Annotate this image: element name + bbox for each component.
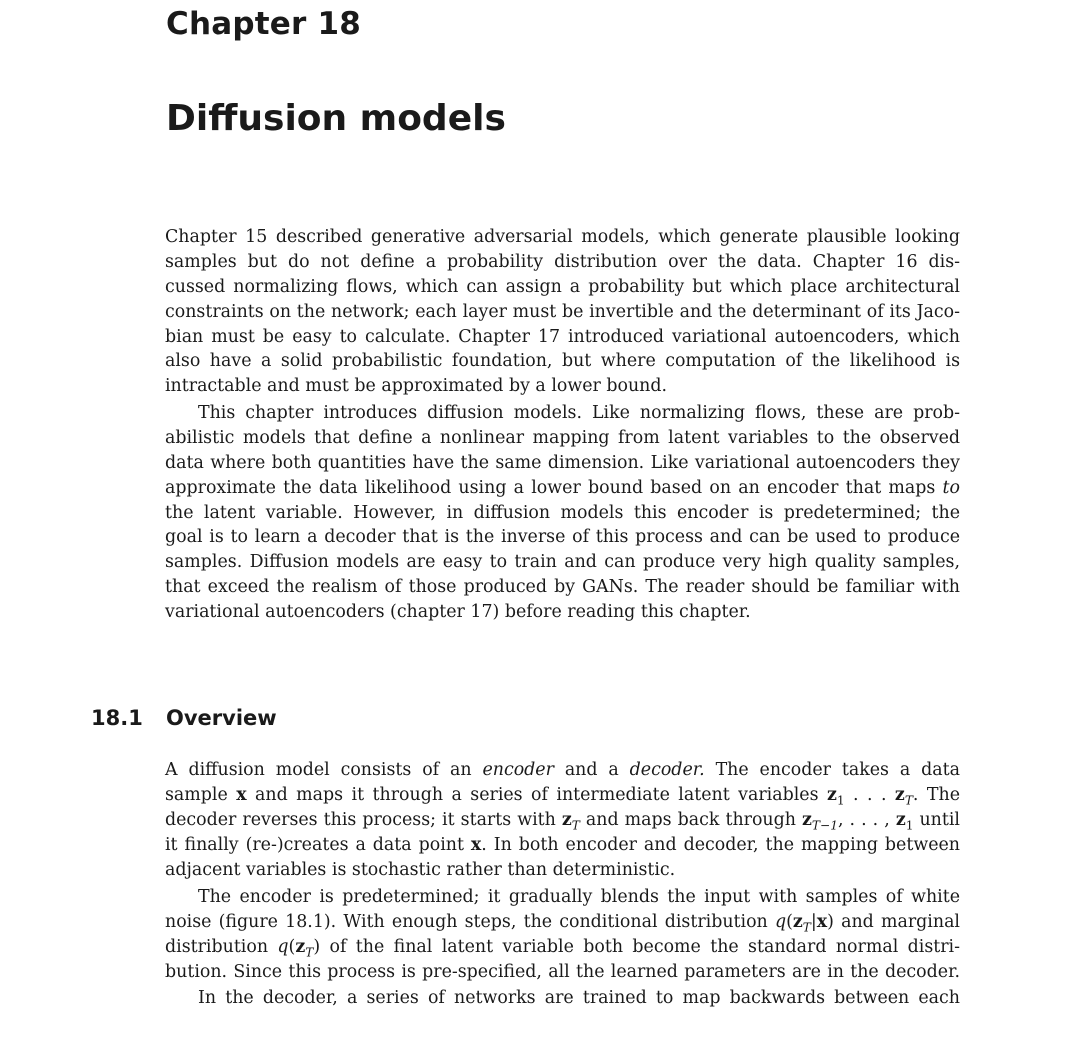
text-line: The encoder is predetermined; it gradually blends the input with samples of white (198, 887, 960, 907)
math-subscript: T−1 (811, 818, 838, 833)
intro-paragraph-2 (165, 401, 960, 625)
math-z: z (894, 784, 905, 805)
text-line (165, 935, 960, 960)
intro-paragraph-1 (165, 225, 960, 399)
text-run: ) and marginal (827, 911, 960, 932)
text-line: abilistic models that define a nonlinear mapping from latent variables to the observed (165, 427, 960, 448)
text-line: goal is to learn a decoder that is the inverse of this process and can be used to produce (165, 527, 960, 548)
text-run: . The (912, 784, 960, 805)
math-subscript: T (571, 818, 580, 833)
text-line (165, 910, 960, 935)
text-run: The encoder takes a data (704, 760, 960, 780)
text-line: data where both quantities have the same dimension. Like variational autoencoders they (165, 452, 960, 473)
math-paren: ( (288, 936, 296, 957)
text-run: ) of the final latent variable both become the standard normal distri- (313, 936, 960, 957)
text-line: samples but do not define a probability distribution over the data. Chapter 16 dis- (165, 251, 960, 272)
text-line: bian must be easy to calculate. Chapter 17 introduced variational autoencoders, which (165, 326, 960, 347)
math-z: z (561, 809, 572, 830)
text-line (165, 758, 960, 783)
text-run: approximate the data likelihood using a lower bound based on an encoder that maps (165, 477, 943, 498)
text-line: bution. Since this process is pre-specified, all the learned parameters are in the decoder. (165, 961, 960, 982)
text-run: distribution (165, 936, 278, 957)
text-line: also have a solid probabilistic foundation, but where computation of the likelihood is (165, 351, 960, 372)
text-line: cussed normalizing flows, which can assign a probability but which place architectural (165, 276, 960, 297)
text-line: adjacent variables is stochastic rather than deterministic. (165, 859, 676, 880)
math-z: z (826, 784, 837, 805)
text-line: samples. Diffusion models are easy to train and can produce very high quality samples, (165, 552, 960, 573)
section-title: Overview (166, 706, 277, 730)
text-run: sample (165, 784, 237, 805)
text-run: and maps back through (579, 809, 803, 830)
math-subscript: 1 (905, 818, 914, 833)
chapter-label: Chapter 18 (166, 6, 361, 42)
text-run: decoder reverses this process; it starts with (165, 809, 562, 830)
math-x: x (470, 834, 482, 855)
overview-paragraph-2 (165, 885, 960, 985)
math-dots: , . . . , (837, 809, 896, 830)
text-run: A diffusion model consists of an (165, 760, 483, 780)
math-z: z (895, 809, 906, 830)
emphasis-encoder: encoder (482, 760, 554, 780)
text-line (165, 783, 960, 808)
text-run: until (913, 809, 960, 830)
text-line (165, 808, 960, 833)
math-paren: ( (786, 911, 793, 932)
math-dots: . . . (844, 784, 895, 805)
math-subscript: T (904, 793, 913, 808)
math-z: z (295, 936, 306, 957)
math-x: x (816, 911, 828, 932)
text-run: and a (553, 760, 630, 780)
text-line: that exceed the realism of those produced by GANs. The reader should be familiar with (165, 577, 960, 598)
text-line: variational autoencoders (chapter 17) before reading this chapter. (165, 602, 751, 623)
math-z: z (792, 911, 803, 932)
text-line: constraints on the network; each layer must be invertible and the determinant of its Jaco- (165, 301, 960, 322)
overview-paragraph-3 (165, 986, 960, 1011)
text-run: . In both encoder and decoder, the mapping between (481, 834, 960, 855)
emphasis-to: to (942, 477, 960, 498)
math-subscript: T (305, 945, 314, 960)
text-line: This chapter introduces diffusion models. Like normalizing flows, these are prob- (198, 403, 960, 423)
chapter-title: Diffusion models (166, 98, 506, 139)
overview-paragraph-1 (165, 758, 960, 882)
text-run: it finally (re-)creates a data point (165, 834, 471, 855)
text-run: noise (figure 18.1). With enough steps, the conditional distribution (165, 911, 775, 932)
math-subscript: 1 (836, 793, 845, 808)
section-number: 18.1 (91, 706, 143, 730)
emphasis-decoder: decoder. (629, 760, 705, 780)
text-line (165, 476, 960, 501)
section-heading (91, 705, 277, 731)
math-x: x (236, 784, 247, 805)
math-bar: | (810, 911, 817, 932)
math-subscript: T (802, 920, 811, 935)
text-line: Chapter 15 described generative adversarial models, which generate plausible looking (165, 227, 960, 247)
math-q: q (774, 911, 787, 932)
text-line: intractable and must be approximated by a lower bound. (165, 376, 668, 397)
text-line: the latent variable. However, in diffusion models this encoder is predetermined; the (165, 502, 960, 523)
text-line: In the decoder, a series of networks are trained to map backwards between each (198, 988, 960, 1008)
math-q: q (277, 936, 289, 957)
math-z: z (802, 809, 812, 830)
text-line (165, 833, 960, 858)
text-run: and maps it through a series of intermediate latent variables (246, 784, 827, 805)
